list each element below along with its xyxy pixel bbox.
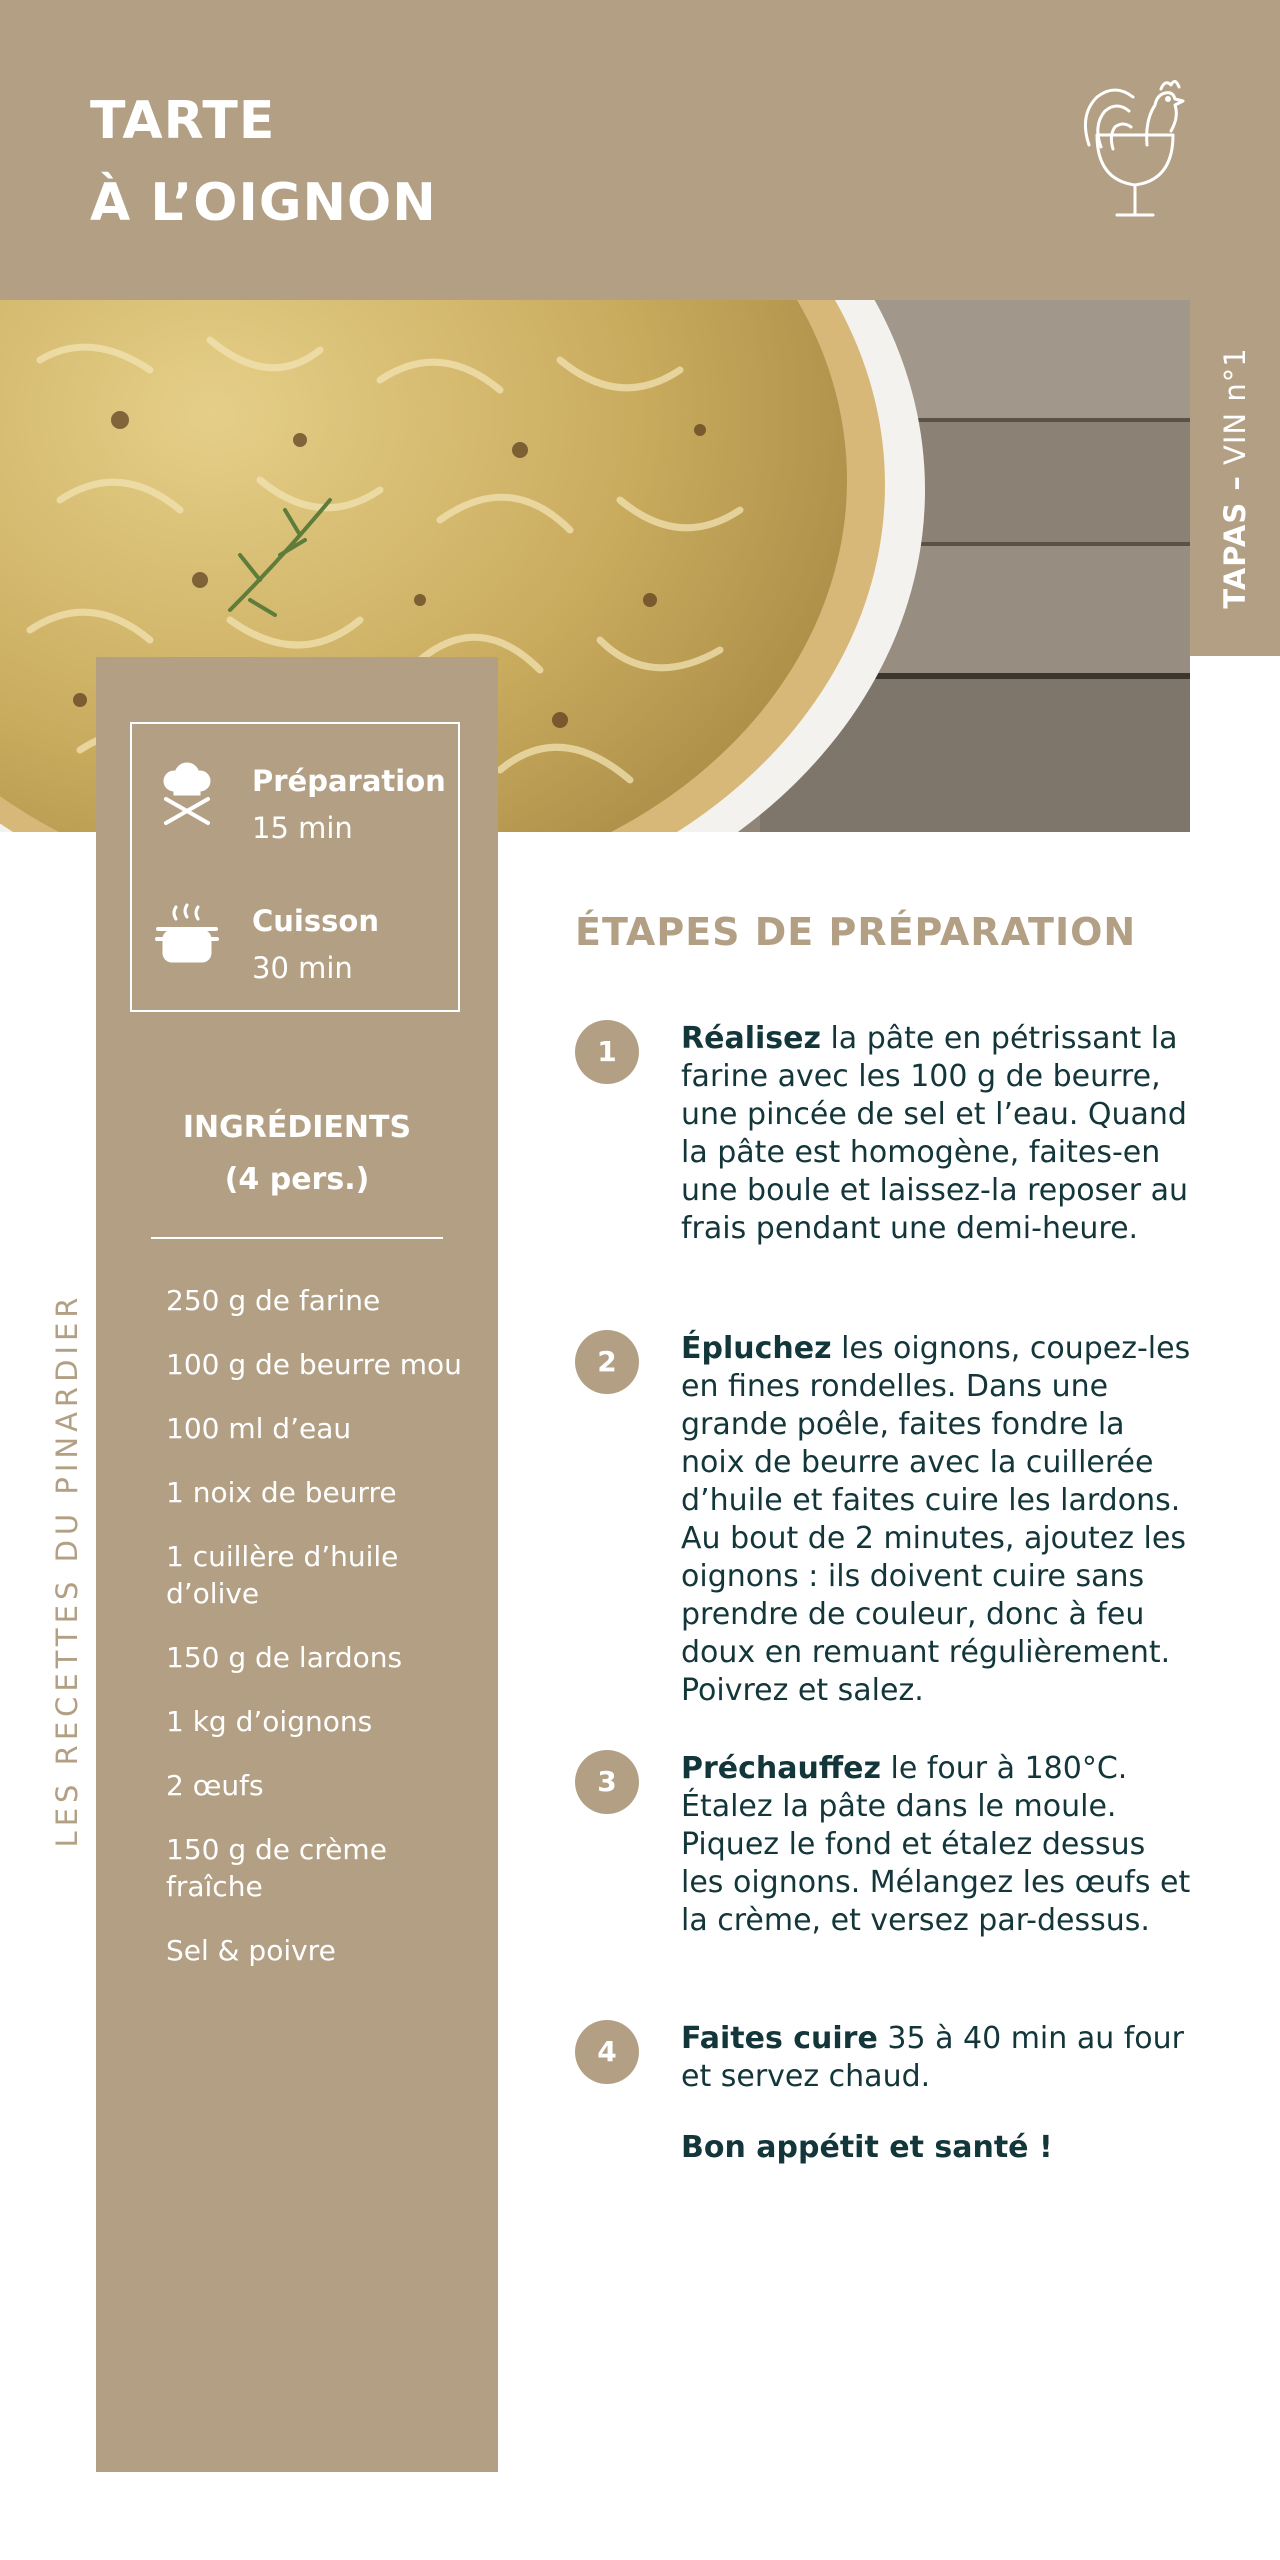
ingredients-title: INGRÉDIENTS — [182, 1110, 412, 1145]
ingredients-list — [166, 1282, 466, 1996]
timing-box — [130, 722, 460, 1012]
step-body: 35 à 40 min au four et servez chaud. — [681, 2021, 1185, 2094]
step-text — [681, 1020, 1191, 1248]
category-tag-rest: VIN n°1 — [1218, 347, 1252, 476]
ingredients-heading — [96, 1102, 498, 1206]
step-verb: Épluchez — [681, 1331, 832, 1366]
category-tag-text — [1218, 347, 1252, 608]
ingredient-item: 100 g de beurre mou — [166, 1348, 462, 1381]
ingredient-item: 1 cuillère d’huile d’olive — [166, 1540, 399, 1610]
step-verb: Faites cuire — [681, 2021, 878, 2056]
header-band — [0, 0, 1280, 300]
step-text — [681, 2020, 1191, 2096]
title-line-2: À L’OIGNON — [90, 173, 437, 233]
ingredient-item: 150 g de crème fraîche — [166, 1833, 387, 1903]
rooster-wine-glass-icon — [1075, 75, 1195, 225]
ingredient-item: 2 œufs — [166, 1769, 264, 1802]
category-tag-strong: TAPAS – — [1218, 475, 1252, 609]
ingredient-item: 100 ml d’eau — [166, 1412, 352, 1445]
step-number-badge: 4 — [575, 2020, 639, 2084]
chef-hat-icon — [152, 759, 222, 829]
step-body: le four à 180°C. Étalez la pâte dans le moule. Piquez le fond et étalez dessus les oignons. Mélangez les œufs et la crème, et versez par-dessus. — [681, 1751, 1191, 1938]
step-number-badge: 1 — [575, 1020, 639, 1084]
cook-time-value: 30 min — [252, 951, 353, 985]
ingredient-item: 250 g de farine — [166, 1284, 381, 1317]
cooking-pot-icon — [152, 899, 222, 969]
step-number-badge: 3 — [575, 1750, 639, 1814]
step-verb: Réalisez — [681, 1021, 821, 1056]
steps-heading: ÉTAPES DE PRÉPARATION — [575, 910, 1137, 954]
recipe-title — [90, 80, 437, 244]
ingredient-item: Sel & poivre — [166, 1934, 336, 1967]
category-tag — [1190, 300, 1280, 656]
step-body: la pâte en pétrissant la farine avec les 100 g de beurre, une pincée de sel et l’eau. Quand la pâte est homogène, faites-en une boule et laissez-la reposer au frais pendant une demi-heure. — [681, 1021, 1188, 1246]
step-number-badge: 2 — [575, 1330, 639, 1394]
cook-time-row — [152, 889, 452, 985]
closing-line: Bon appétit et santé ! — [681, 2130, 1053, 2165]
brand-credit: LES RECETTES DU PINARDIER — [50, 1292, 84, 1848]
ingredient-item: 1 noix de beurre — [166, 1476, 397, 1509]
title-line-1: TARTE — [90, 91, 276, 151]
prep-time-label: Préparation — [252, 764, 446, 798]
step-text — [681, 1330, 1191, 1710]
step-body: les oignons, coupez-les en fines rondelles. Dans une grande poêle, faites fondre la noix de beurre avec la cuillerée d’huile et faites cuire les lardons. Au bout de 2 minutes, ajoutez les oignons : ils doivent cuire sans prendre de couleur, donc à feu doux en remuant régulièrement. Poivrez et salez. — [681, 1331, 1191, 1708]
ingredients-divider — [151, 1237, 443, 1239]
prep-time-row — [152, 749, 452, 845]
ingredient-item: 150 g de lardons — [166, 1641, 403, 1674]
step-text — [681, 1750, 1191, 1940]
step-verb: Préchauffez — [681, 1751, 881, 1786]
ingredients-panel — [96, 657, 498, 2472]
ingredients-servings: (4 pers.) — [224, 1162, 370, 1197]
prep-time-value: 15 min — [252, 811, 353, 845]
ingredient-item: 1 kg d’oignons — [166, 1705, 373, 1738]
cook-time-label: Cuisson — [252, 904, 379, 938]
